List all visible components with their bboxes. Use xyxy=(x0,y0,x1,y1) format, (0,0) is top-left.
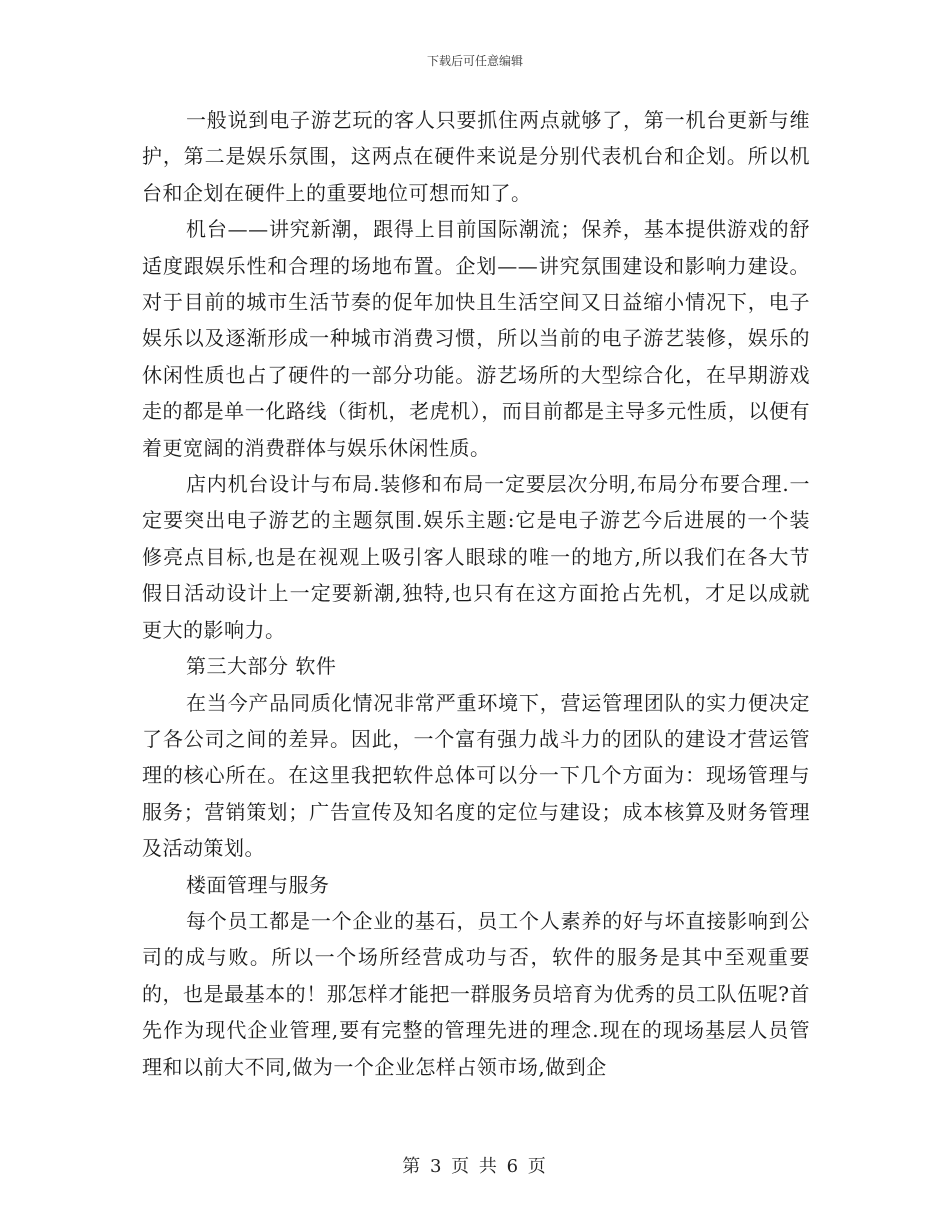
paragraph: 店内机台设计与布局.装修和布局一定要层次分明,布局分布要合理.一定要突出电子游艺的主题氛围.娱乐主题:它是电子游艺今后进展的一个装修亮点目标,也是在视观上吸引客人眼球的唯一的地方,所以我们在各大节假日活动设计上一定要新潮,独特,也只有在这方面抢占先机，才足以成就更大的影响力。 xyxy=(142,472,810,642)
section-heading: 第三大部分 软件 xyxy=(186,654,337,679)
document-body xyxy=(142,102,810,1085)
paragraph: 一般说到电子游艺玩的客人只要抓住两点就够了，第一机台更新与维护，第二是娱乐氛围，这两点在硬件来说是分别代表机台和企划。所以机台和企划在硬件上的重要地位可想而知了。 xyxy=(142,108,810,205)
page-number: 第 3 页 共 6 页 xyxy=(402,1156,548,1177)
paragraph: 在当今产品同质化情况非常严重环境下，营运管理团队的实力便决定了各公司之间的差异。因此，一个富有强力战斗力的团队的建设才营运管理的核心所在。在这里我把软件总体可以分一下几个方面为：现场管理与服务；营销策划；广告宣传及知名度的定位与建设；成本核算及财务管理及活动策划。 xyxy=(142,690,810,861)
section-heading: 楼面管理与服务 xyxy=(186,872,330,897)
page-header: 下载后可任意编辑 xyxy=(426,54,523,68)
paragraph: 每个员工都是一个企业的基石，员工个人素养的好与坏直接影响到公司的成与败。所以一个场所经营成功与否，软件的服务是其中至观重要的，也是最基本的！那怎样才能把一群服务员培育为优秀的员工队伍呢?首先作为现代企业管理,要有完整的管理先进的理念.现在的现场基层人员管理和以前大不同,做为一个企业怎样占领市场,做到企 xyxy=(142,908,810,1079)
paragraph: 机台——讲究新潮，跟得上目前国际潮流；保养，基本提供游戏的舒适度跟娱乐性和合理的场地布置。企划——讲究氛围建设和影响力建设。对于目前的城市生活节奏的促年加快且生活空间又日益缩小情况下，电子娱乐以及逐渐形成一种城市消费习惯，所以当前的电子游艺装修，娱乐的休闲性质也占了硬件的一部分功能。游艺场所的大型综合化，在早期游戏走的都是单一化路线（街机，老虎机），而目前都是主导多元性质，以便有着更宽阔的消费群体与娱乐休闲性质。 xyxy=(142,217,810,460)
